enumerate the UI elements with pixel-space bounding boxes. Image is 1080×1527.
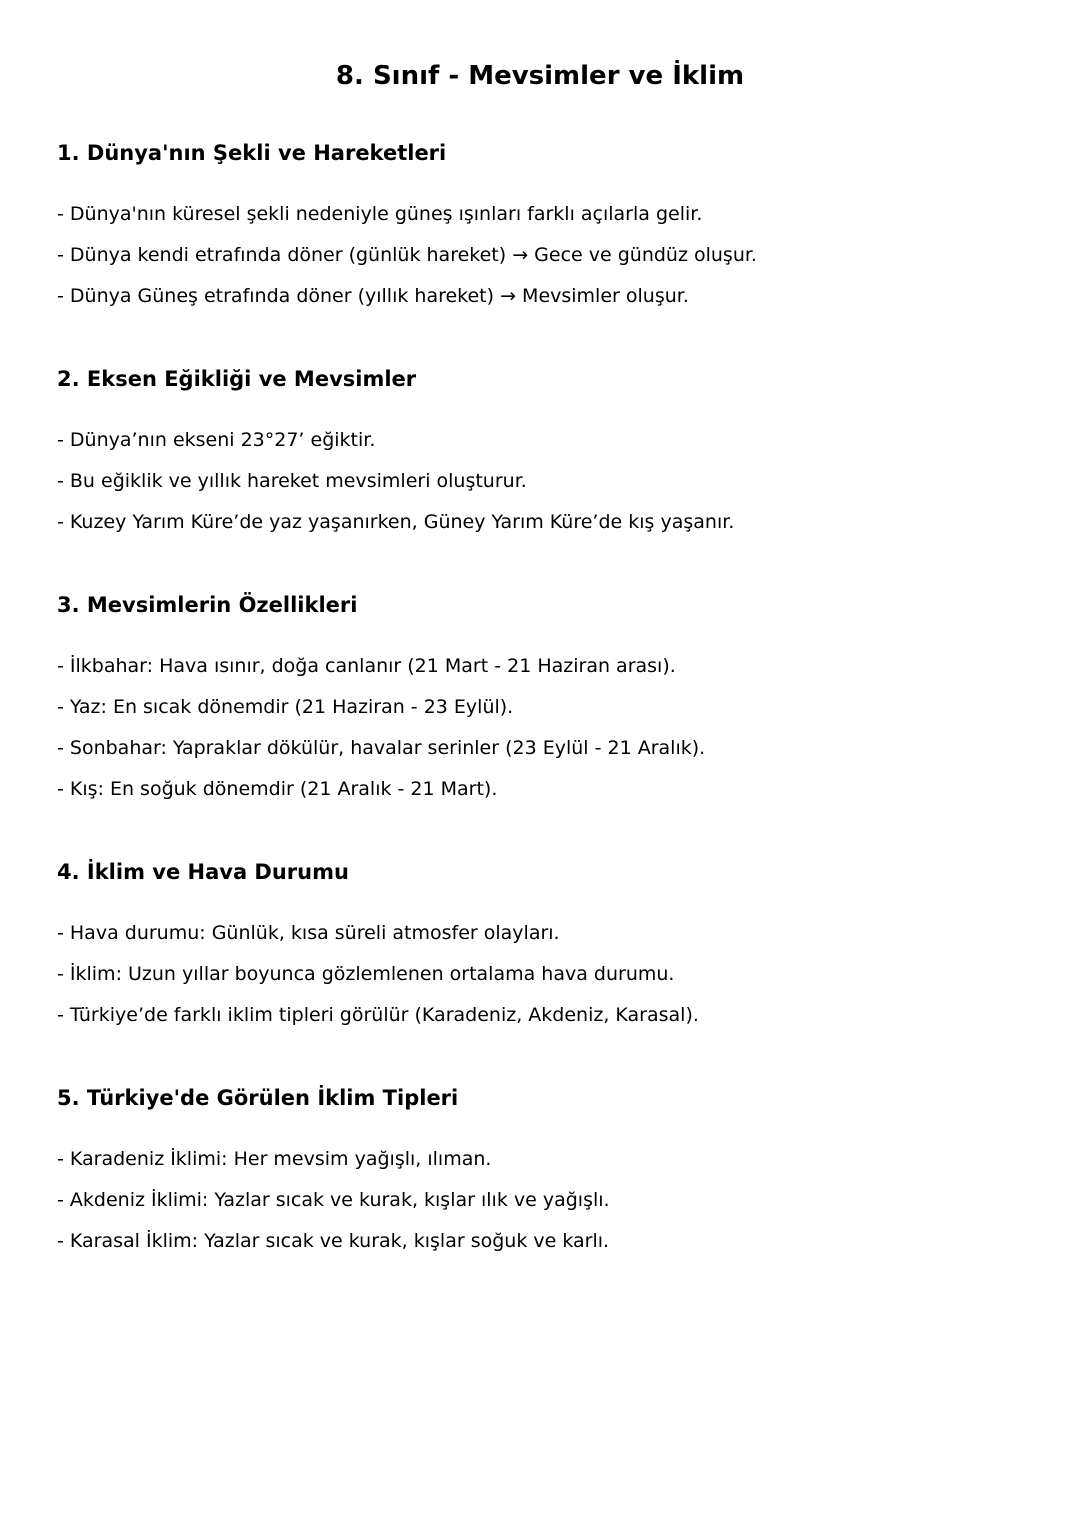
list-item: - Türkiye’de farklı iklim tipleri görülür (Karadeniz, Akdeniz, Karasal). [57, 1004, 699, 1026]
bullet-list [57, 913, 1037, 1036]
bullet-list [57, 420, 1037, 543]
section-season-characteristics [57, 590, 1037, 810]
list-item: - Dünya'nın küresel şekli nedeniyle güneş ışınları farklı açılarla gelir. [57, 203, 703, 225]
list-item: - Karasal İklim: Yazlar sıcak ve kurak, kışlar soğuk ve karlı. [57, 1230, 610, 1252]
page-title: 8. Sınıf - Mevsimler ve İklim [335, 61, 745, 91]
list-item: - Kış: En soğuk dönemdir (21 Aralık - 21 Mart). [57, 778, 498, 800]
list-item: - Hava durumu: Günlük, kısa süreli atmosfer olayları. [57, 922, 560, 944]
bullet-list [57, 646, 1037, 810]
section-heading: 1. Dünya'nın Şekli ve Hareketleri [57, 141, 447, 165]
section-climate-types-in-turkey [57, 1083, 1037, 1262]
list-item: - Yaz: En sıcak dönemdir (21 Haziran - 23 Eylül). [57, 696, 514, 718]
list-item: - Dünya Güneş etrafında döner (yıllık hareket) → Mevsimler oluşur. [57, 285, 689, 307]
section-earth-shape-and-motions [57, 138, 1037, 317]
list-item: - Dünya kendi etrafında döner (günlük hareket) → Gece ve gündüz oluşur. [57, 244, 757, 266]
list-item: - Kuzey Yarım Küre’de yaz yaşanırken, Güney Yarım Küre’de kış yaşanır. [57, 511, 735, 533]
section-heading: 3. Mevsimlerin Özellikleri [57, 593, 358, 617]
list-item: - Akdeniz İklimi: Yazlar sıcak ve kurak, kışlar ılık ve yağışlı. [57, 1189, 610, 1211]
list-item: - Sonbahar: Yapraklar dökülür, havalar serinler (23 Eylül - 21 Aralık). [57, 737, 706, 759]
section-heading: 2. Eksen Eğikliği ve Mevsimler [57, 367, 417, 391]
section-heading: 4. İklim ve Hava Durumu [57, 860, 349, 884]
list-item: - Dünya’nın ekseni 23°27’ eğiktir. [57, 429, 376, 451]
list-item: - Karadeniz İklimi: Her mevsim yağışlı, ılıman. [57, 1148, 492, 1170]
list-item: - İlkbahar: Hava ısınır, doğa canlanır (21 Mart - 21 Haziran arası). [57, 655, 676, 677]
section-axial-tilt-and-seasons [57, 364, 1037, 543]
list-item: - İklim: Uzun yıllar boyunca gözlemlenen ortalama hava durumu. [57, 963, 675, 985]
bullet-list [57, 1139, 1037, 1262]
list-item: - Bu eğiklik ve yıllık hareket mevsimleri oluşturur. [57, 470, 527, 492]
section-heading: 5. Türkiye'de Görülen İklim Tipleri [57, 1086, 459, 1110]
section-climate-and-weather [57, 857, 1037, 1036]
bullet-list [57, 194, 1037, 317]
